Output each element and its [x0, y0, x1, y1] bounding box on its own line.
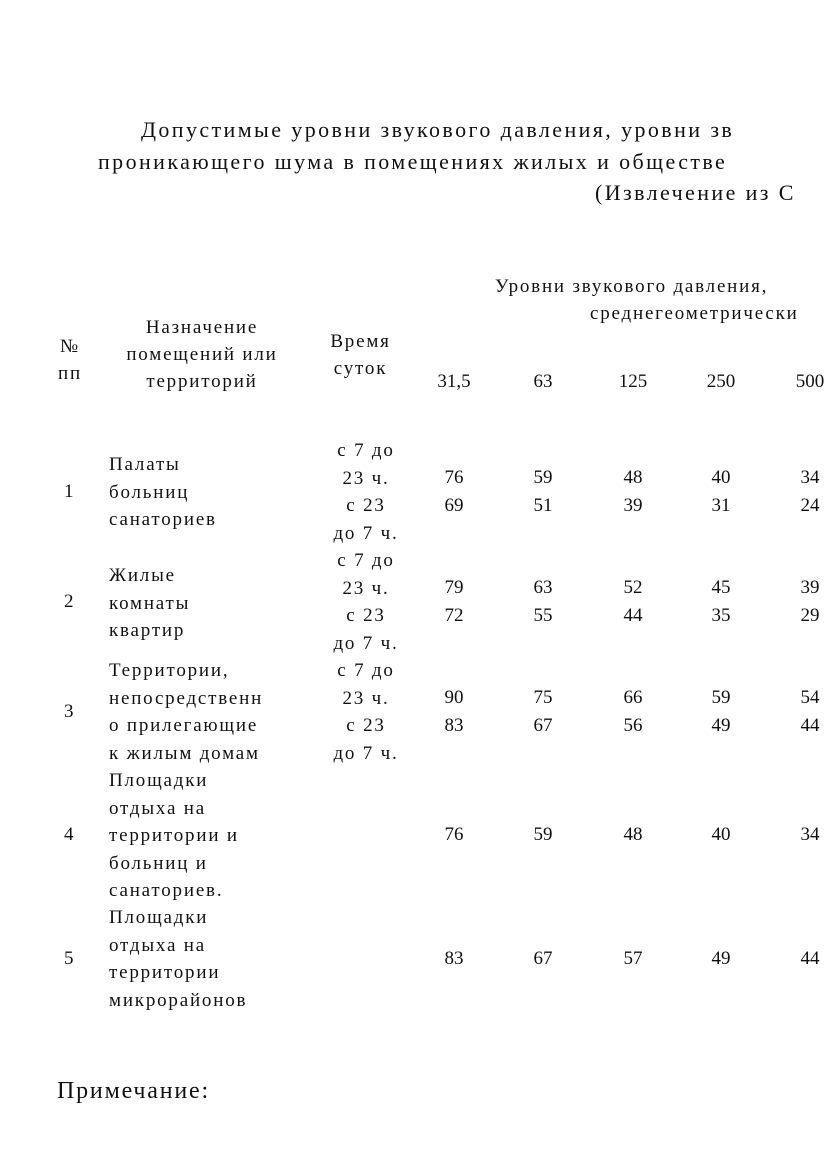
row-value: 45 35 — [711, 577, 731, 626]
row-number: 3 — [64, 701, 74, 722]
row-value: 83 — [444, 948, 464, 969]
header-purpose-line: Назначение — [145, 317, 259, 338]
frequency-header: 500 — [795, 371, 825, 392]
row-value: 90 83 — [444, 687, 464, 736]
header-purpose-line: помещений или — [126, 344, 278, 365]
row-value: 76 69 — [444, 467, 464, 516]
row-purpose: Территории, непосредственн о прилегающие к жилым домам — [109, 660, 264, 764]
row-purpose: Площадки отдыха на территории микрорайонов — [109, 907, 248, 1011]
row-purpose: Палаты больниц санаториев — [109, 454, 217, 530]
header-levels-line-2: среднегеометрически — [590, 303, 799, 324]
row-value: 54 44 — [800, 687, 820, 736]
row-purpose: Жилые комнаты квартир — [109, 565, 191, 641]
row-value: 63 55 — [533, 577, 553, 626]
header-levels-line-1: Уровни звукового давления, — [495, 276, 769, 297]
row-value: 57 — [623, 948, 643, 969]
title-line-2: проникающего шума в помещениях жилых и обществе — [98, 149, 728, 174]
row-value: 75 67 — [533, 687, 553, 736]
row-value: 59 49 — [711, 687, 731, 736]
row-value: 49 — [711, 948, 731, 969]
row-value: 39 29 — [800, 577, 820, 626]
row-value: 67 — [533, 948, 553, 969]
row-number: 1 — [64, 481, 74, 502]
row-number: 5 — [64, 948, 74, 969]
row-time: с 7 до 23 ч. с 23 до 7 ч. — [333, 660, 399, 764]
row-value: 59 — [533, 824, 553, 845]
row-value: 40 — [711, 824, 731, 845]
header-purpose-line: территорий — [146, 371, 258, 392]
row-value: 59 51 — [533, 467, 553, 516]
frequency-header: 31,5 — [437, 371, 471, 392]
row-value: 48 39 — [623, 467, 643, 516]
row-time: с 7 до 23 ч. с 23 до 7 ч. — [333, 440, 399, 544]
row-value: 34 24 — [800, 467, 820, 516]
row-value: 44 — [800, 948, 820, 969]
row-value: 79 72 — [444, 577, 464, 626]
title-line-1: Допустимые уровни звукового давления, уровни зв — [141, 117, 735, 142]
row-value: 34 — [800, 824, 820, 845]
header-time — [313, 328, 408, 382]
frequency-header: 63 — [533, 371, 553, 392]
row-number: 2 — [64, 591, 74, 612]
header-time-line: Время — [330, 331, 391, 352]
row-value: 48 — [623, 824, 643, 845]
row-purpose: Площадки отдыха на территории и больниц и санаториев. — [109, 770, 239, 901]
frequency-header: 125 — [618, 371, 648, 392]
row-number: 4 — [64, 824, 74, 845]
frequency-header: 250 — [706, 371, 736, 392]
row-time: с 7 до 23 ч. с 23 до 7 ч. — [333, 550, 399, 654]
title-line-3: (Извлечение из С — [595, 180, 796, 205]
header-number: № пп — [58, 336, 82, 384]
note-heading: Примечание: — [57, 1078, 210, 1104]
row-value: 76 — [444, 824, 464, 845]
header-time-line: суток — [333, 358, 388, 379]
header-purpose — [102, 314, 302, 395]
row-value: 52 44 — [623, 577, 643, 626]
row-value: 66 56 — [623, 687, 643, 736]
row-value: 40 31 — [711, 467, 731, 516]
